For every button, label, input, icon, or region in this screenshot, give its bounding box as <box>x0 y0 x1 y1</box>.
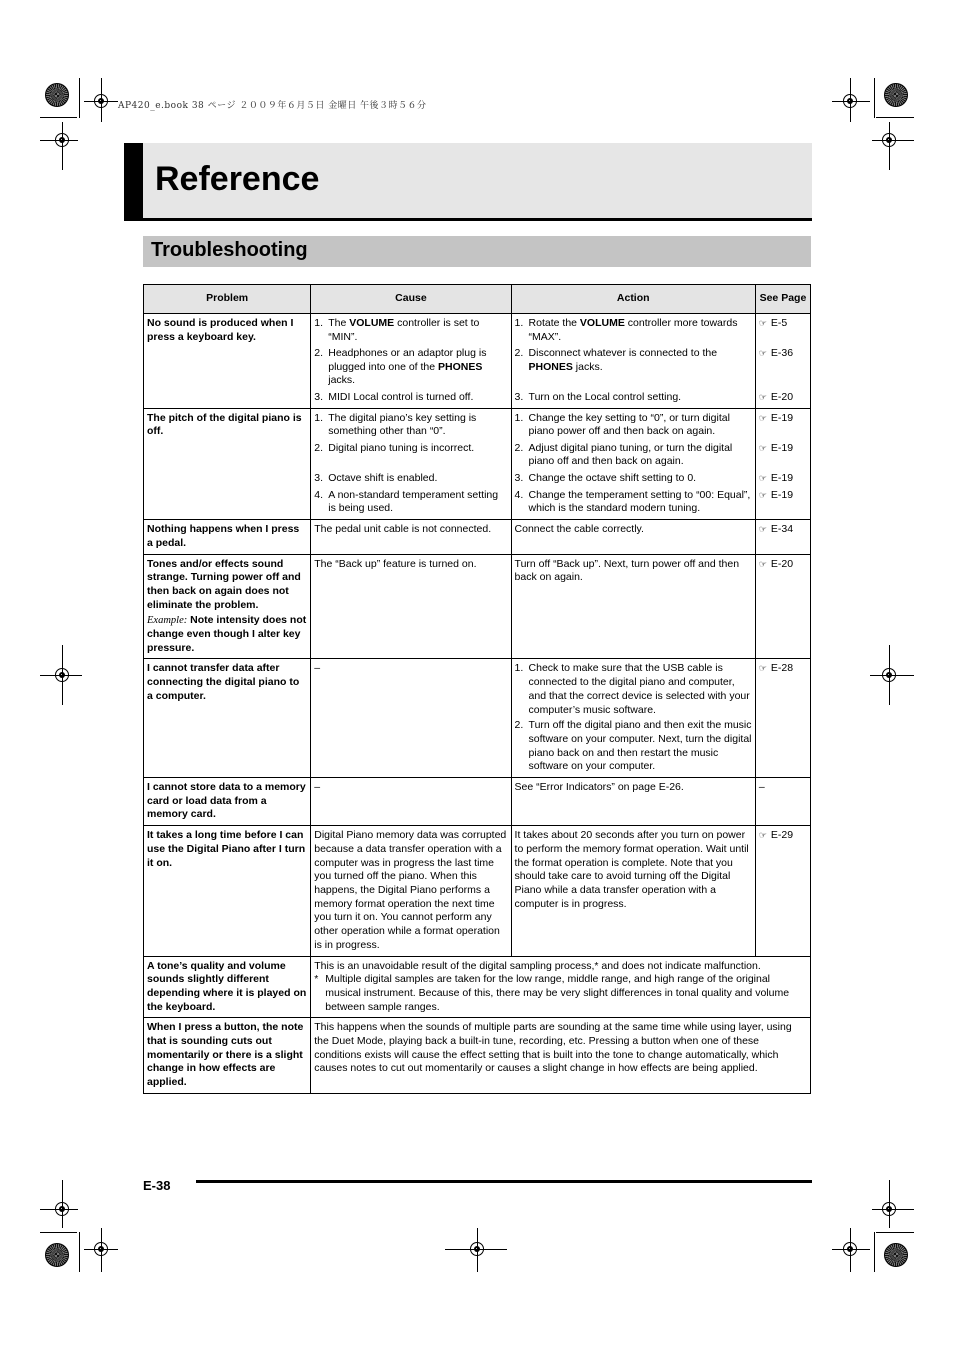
see-page-cell <box>755 826 810 956</box>
pointing-hand-icon: ☞ <box>758 558 767 569</box>
chapter-title: Reference <box>155 160 320 198</box>
crop-mark <box>40 117 77 118</box>
cause-item: 3. MIDI Local control is turned off. <box>314 391 474 403</box>
footnote: * Multiple digital samples are taken for the low range, middle range, and high range of the original musical instrument. Because of this, there may be very slight differences in tonal quality and volume between sample ranges. <box>314 973 790 1013</box>
cause-item: 3. Octave shift is enabled. <box>314 471 438 484</box>
action-cell <box>511 314 755 409</box>
registration-rosette-icon <box>884 83 908 107</box>
column-header-problem: Problem <box>144 285 311 314</box>
pointing-hand-icon: ☞ <box>758 412 767 423</box>
registration-rosette-icon <box>45 83 69 107</box>
explanation-cell <box>311 956 811 1018</box>
pointing-hand-icon: ☞ <box>758 663 767 674</box>
crop-mark <box>872 1209 914 1210</box>
column-header-see-page: See Page <box>755 285 810 314</box>
cause-cell: – <box>311 659 511 778</box>
problem-text: Tones and/or effects sound strange. Turning power off and then back on again does not eliminate the problem. <box>147 557 301 611</box>
action-cell <box>511 408 755 519</box>
crop-mark <box>477 1228 478 1272</box>
table-row <box>144 1018 811 1094</box>
crop-mark <box>874 78 875 118</box>
action-item: 3. Change the octave shift setting to 0. <box>514 471 697 484</box>
action-cell: Connect the cable correctly. <box>511 520 755 554</box>
page-ref: ☞ E-34 <box>758 523 794 536</box>
crop-mark <box>40 1209 78 1210</box>
action-item: 2. Adjust digital piano tuning, or turn the digital piano off and then back on again. <box>514 441 733 468</box>
explanation-cell: This happens when the sounds of multiple parts are sounding at the same time while using layer, using the Duet Mode, playing back a built-in tune, recording, etc. Pressing a button when one of these conditions exists will cause the effect setting that is built into the tone to change automatically, which causes notes to cut out momentarily or causes a slight change in how effects are being applied. <box>311 1018 811 1094</box>
cause-item: 4. A non-standard temperament setting is being used. <box>314 488 499 515</box>
explanation-text: This is an unavoidable result of the digital sampling process,* and does not indicate malfunction. <box>314 959 761 972</box>
problem-cell: I cannot transfer data after connecting the digital piano to a computer. <box>144 659 311 778</box>
crop-mark <box>876 1232 914 1233</box>
table-row <box>144 778 811 826</box>
crop-mark <box>40 140 78 141</box>
cause-cell <box>311 314 511 409</box>
problem-cell: I cannot store data to a memory card or load data from a memory card. <box>144 778 311 826</box>
crop-mark <box>850 78 851 122</box>
registration-rosette-icon <box>884 1243 908 1267</box>
crop-mark <box>876 117 914 118</box>
problem-cell: Nothing happens when I press a pedal. <box>144 520 311 554</box>
page-ref: ☞ E-19 <box>759 412 807 442</box>
page-ref: ☞ E-28 <box>758 662 794 675</box>
page-ref: ☞ E-20 <box>758 557 794 570</box>
pointing-hand-icon: ☞ <box>758 524 767 535</box>
registration-rosette-icon <box>45 1243 69 1267</box>
problem-cell: A tone’s quality and volume sounds slightly different depending where it is played on the keyboard. <box>144 956 311 1018</box>
crop-mark <box>62 122 63 170</box>
crop-mark <box>872 140 914 141</box>
page-number: E-38 <box>143 1178 171 1193</box>
problem-cell <box>144 554 311 659</box>
see-page-cell <box>755 554 810 659</box>
cause-cell: The “Back up” feature is turned on. <box>311 554 511 659</box>
crop-mark <box>62 645 63 705</box>
cause-item: 2. Headphones or an adaptor plug is plugged into one of the PHONES jacks. <box>314 347 487 387</box>
action-cell: See “Error Indicators” on page E-26. <box>511 778 755 826</box>
action-item: 3. Turn on the Local control setting. <box>514 391 682 403</box>
crop-mark <box>874 1232 875 1272</box>
crop-mark <box>79 1232 80 1272</box>
problem-cell: No sound is produced when I press a keyboard key. <box>144 314 311 409</box>
table-row <box>144 826 811 956</box>
table-row <box>144 554 811 659</box>
page-ref: ☞ E-20 <box>758 391 794 403</box>
see-page-cell <box>755 314 810 409</box>
action-cell <box>511 659 755 778</box>
crop-mark <box>889 1180 890 1228</box>
crop-mark <box>832 1249 870 1250</box>
action-item: 1. Check to make sure that the USB cable is connected to the digital piano and computer, and that the correct device is selected with your computer’s music software. <box>514 662 750 716</box>
see-page-cell: – <box>755 778 810 826</box>
column-header-cause: Cause <box>311 285 511 314</box>
pointing-hand-icon: ☞ <box>758 348 767 358</box>
action-cell: Turn off “Back up”. Next, turn power off and then back on again. <box>511 554 755 659</box>
section-title: Troubleshooting <box>151 239 308 261</box>
problem-cell: The pitch of the digital piano is off. <box>144 408 311 519</box>
crop-mark <box>40 1232 77 1233</box>
cause-item: 2. Digital piano tuning is incorrect. <box>314 441 475 454</box>
table-row <box>144 520 811 554</box>
table-header-row <box>144 285 811 314</box>
pointing-hand-icon: ☞ <box>758 318 767 328</box>
crop-mark <box>870 675 914 676</box>
problem-example: Example: Note intensity does not change even though I alter key pressure. <box>147 614 307 654</box>
page-ref: ☞ E-19 <box>759 472 807 489</box>
crop-mark <box>62 1180 63 1228</box>
crop-mark <box>832 101 870 102</box>
see-page-cell <box>755 659 810 778</box>
see-page-cell <box>755 520 810 554</box>
crop-mark <box>850 1228 851 1272</box>
action-item: 1. Change the key setting to “0”, or turn digital piano power off and then back on again. <box>514 411 730 438</box>
table-row <box>144 314 811 409</box>
table-row <box>144 408 811 519</box>
print-header: AP420_e.book 38 ページ ２００９年６月５日 金曜日 午後３時５６分 <box>118 101 427 111</box>
cause-item: 1. The digital piano’s key setting is something other than “0”. <box>314 411 477 438</box>
page-ref: ☞ E-19 <box>758 488 794 501</box>
action-item: 2. Turn off the digital piano and then exit the music software on your computer. Next, turn the digital piano back on and then restart the music software on your computer. <box>514 719 752 773</box>
pointing-hand-icon: ☞ <box>758 472 767 483</box>
cause-cell: Digital Piano memory data was corrupted because a data transfer operation with a computer was in progress the last time you turned off the piano. When this happens, the Digital Piano performs a memory format operation the next time you turn it on. You cannot perform any other operation while a format operation is in progress. <box>311 826 511 956</box>
crop-mark <box>889 645 890 705</box>
table-row <box>144 659 811 778</box>
crop-mark <box>79 78 80 118</box>
problem-cell: When I press a button, the note that is sounding cuts out momentarily or there is a slight change in how effects are applied. <box>144 1018 311 1094</box>
page-ref: ☞ E-36 <box>759 347 807 391</box>
footer-rule <box>196 1180 812 1183</box>
crop-mark <box>889 122 890 170</box>
page-ref: ☞ E-29 <box>758 829 794 842</box>
action-item: 4. Change the temperament setting to “00: Equal”, which is the standard modern tuning. <box>514 488 751 515</box>
see-page-cell <box>755 408 810 519</box>
table-row <box>144 956 811 1018</box>
cause-cell: The pedal unit cable is not connected. <box>311 520 511 554</box>
crop-mark <box>101 1228 102 1272</box>
action-item: 1. Rotate the VOLUME controller more towards “MAX”. <box>514 317 738 343</box>
pointing-hand-icon: ☞ <box>758 830 767 841</box>
action-item: 2. Disconnect whatever is connected to the PHONES jacks. <box>514 347 718 373</box>
cause-cell: – <box>311 778 511 826</box>
cause-item: 1. The VOLUME controller is set to “MIN”. <box>314 317 480 343</box>
crop-mark <box>445 1249 507 1250</box>
action-cell: It takes about 20 seconds after you turn on power to perform the memory format operation. Wait until the format operation is complete. Note that you should take care to avoid turning off the Digital Piano while a data transfer operation with a computer is in progress. <box>511 826 755 956</box>
problem-cell: It takes a long time before I can use the Digital Piano after I turn it on. <box>144 826 311 956</box>
page-ref: ☞ E-19 <box>759 442 807 472</box>
chapter-header-bar <box>124 143 143 221</box>
pointing-hand-icon: ☞ <box>758 392 767 402</box>
pointing-hand-icon: ☞ <box>758 442 767 453</box>
cause-cell <box>311 408 511 519</box>
crop-mark <box>101 78 102 122</box>
troubleshooting-table <box>143 284 811 1094</box>
page-ref: ☞ E-5 <box>759 317 807 347</box>
pointing-hand-icon: ☞ <box>758 489 767 500</box>
crop-mark <box>40 675 82 676</box>
column-header-action: Action <box>511 285 755 314</box>
